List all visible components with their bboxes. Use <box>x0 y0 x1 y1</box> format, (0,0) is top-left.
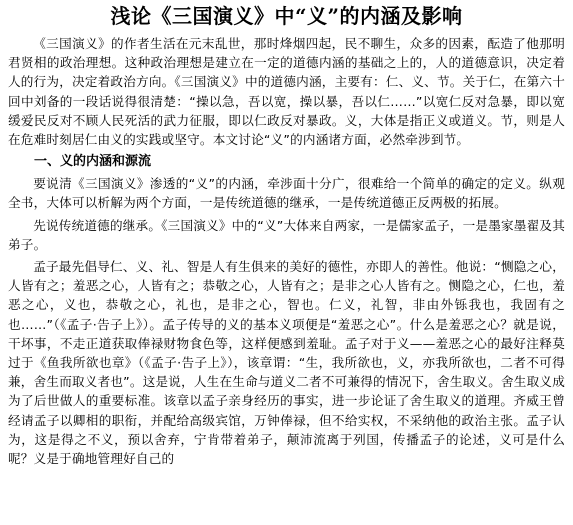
section-heading: 一、义的内涵和源流 <box>34 154 152 170</box>
body-paragraph: 孟子最先倡导仁、义、礼、智是人有生俱来的美好的德性，亦即人的善性。他说：“恻隐之心，人皆有之；羞恶之心，人皆有之；恭敬之心，人皆有之；是非之心人皆有之。恻隐之心，仁也，羞恶之心，义也，恭敬之心，礼也，是非之心，智也。仁义，礼智，非由外铄我也，我固有之也……”（《孟子·告子上》）。孟子传导的义的基本义项便是“羞恶之心”。什么是羞恶之心？就是说，干坏事，不走正道获取俸禄财物食色等，这样便感到羞耻。孟子对于义——羞恶之心的最好注释莫过于《鱼我所欲也章》（《孟子·告子上》），该章谓：“生，我所欲也，义，亦我所欲也，二者不可得兼，舍生而取义者也”。这是说，人生在生命与道义二者不可兼得的情况下，舍生取义。舍生取义成为了后世做人的重要标准。该章以孟子亲身经历的事实，进一步论证了舍生取义的道理。齐威王曾经请孟子以卿相的职衔，并配给高级宾馆，万钟俸禄，但不给实权，不采纳他的政治主张。孟子认为，这是得之不义，预以舍弃，宁肯带着弟子，颠沛流离于列国，传播孟子的论述，义可是什么呢？义是于确地管理好自己的 <box>8 259 565 467</box>
intro-paragraph: 《三国演义》的作者生活在元末乱世，那时烽烟四起，民不聊生，众多的因素，酝造了他那明君贤相的政治理想。这种政治理想是建立在一定的道德内涵的基础之上的，人的道德意识，决定着人的行为，决定着政治方向。《三国演义》中的道德内涵，主要有：仁、义、节。关于仁，在第六十回中刘备的一段话说得很清楚：“操以急，吾以宽，操以暴，吾以仁……”以宽仁反对急暴，即以宽缓爱民反对不顾人民死活的武力征服，即以仁政反对暴政。义，大体是指正义或道义。节，则是人在危难时刻居仁由义的实践或坚守。本文讨论“义”的内涵诸方面，必然牵涉到节。 <box>8 36 565 148</box>
document-title: 浅论《三国演义》中“义”的内涵及影响 <box>110 4 463 28</box>
body-paragraph: 先说传统道德的继承。《三国演义》中的“义”大体来自两家，一是儒家孟子，一是墨家墨翟及其弟子。 <box>8 217 565 252</box>
body-paragraph: 要说清《三国演义》渗透的“义”的内涵，牵涉面十分广，很难给一个简单的确定的定义。纵观全书，大体可以析解为两个方面，一是传统道德的继承，一是传统道德正反两极的拓展。 <box>8 176 565 211</box>
